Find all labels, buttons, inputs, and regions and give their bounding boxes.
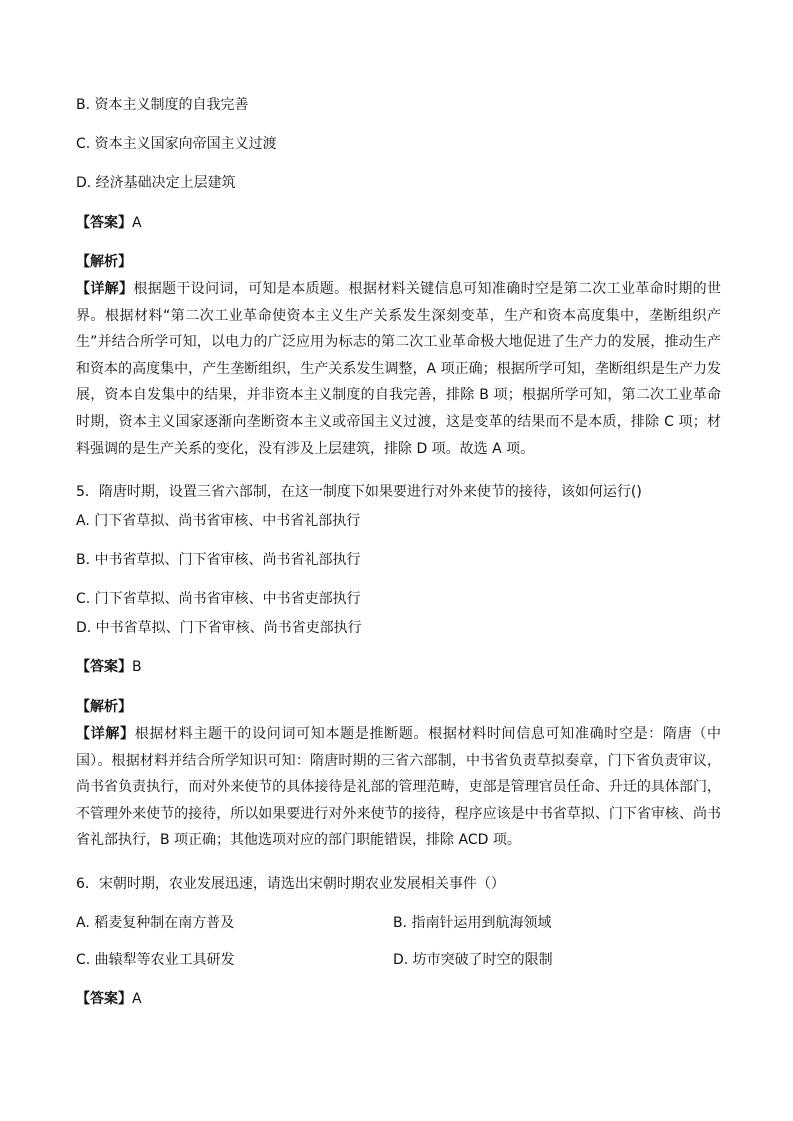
- answer-label: 【答案】: [76, 215, 132, 231]
- answer-label: 【答案】: [76, 659, 132, 675]
- detail-text: 根据题干设问词，可知是本质题。根据材料关键信息可知准确时空是第二次工业革命时期的世界。根据材料“第二次工业革命使资本主义生产关系发生深刻变革，生产和资本高度集中，垄断组织产生”并结合所学可知，以电力的广泛应用为标志的第二次工业革命极大地促进了生产力的发展，推动生产和资本的高度集中，产生垄断组织，生产关系发生调整，A 项正确；根据所学可知，垄断组织是生产力发展，资本自发集中的结果，并非资本主义制度的自我完善，排除 B 项；根据所学可知，第二次工业革命时期，资本主义国家逐渐向垄断资本主义或帝国主义过渡，这是变革的结果而不是本质，排除 C 项；材料强调的是生产关系的变化，没有涉及上层建筑，排除 D 项。故选 A 项。: [76, 281, 722, 457]
- q4-answer: [76, 213, 142, 233]
- q6-option-b: B. 指南针运用到航海领域: [393, 915, 552, 931]
- q4-detail-paragraph: [76, 276, 721, 462]
- detail-label: 【详解】: [76, 281, 134, 297]
- detail-text: 根据材料主题干的设问词可知本题是推断题。根据材料时间信息可知准确时空是：隋唐（中国）。根据材料并结合所学知识可知：隋唐时期的三省六部制，中书省负责草拟奏章，门下省负责审议，尚书省负责执行，而对外来使节的具体接待是礼部的管理范畴，吏部是管理官员任命、升迁的具体部门，不管理外来使节的接待，所以如果要进行对外来使节的接待，程序应该是中书省草拟、门下省审核、尚书省礼部执行，B 项正确；其他选项对应的部门职能错误，排除 ACD 项。: [76, 726, 722, 849]
- q6-option-c: C. 曲辕犁等农业工具研发: [76, 952, 235, 968]
- answer-label: 【答案】: [76, 991, 132, 1007]
- q4-option-c: C. 资本主义国家向帝国主义过渡: [76, 136, 277, 152]
- answer-value: B: [132, 659, 142, 675]
- answer-value: A: [132, 215, 142, 231]
- q4-analysis-label: 【解析】: [76, 254, 132, 270]
- q5-option-d: D. 中书省草拟、门下省审核、尚书省吏部执行: [76, 620, 362, 636]
- answer-value: A: [132, 991, 142, 1007]
- q4-option-b: B. 资本主义制度的自我完善: [76, 97, 249, 113]
- q6-option-a: A. 稻麦复种制在南方普及: [76, 915, 235, 931]
- q5-option-b: B. 中书省草拟、门下省审核、尚书省礼部执行: [76, 552, 361, 568]
- q6-answer: [76, 989, 142, 1009]
- q5-detail-paragraph: [76, 721, 721, 854]
- q4-option-d: D. 经济基础决定上层建筑: [76, 175, 236, 191]
- detail-label: 【详解】: [76, 726, 135, 742]
- q5-option-c: C. 门下省草拟、尚书省审核、中书省吏部执行: [76, 591, 361, 607]
- q5-stem: 5．隋唐时期，设置三省六部制，在这一制度下如果要进行对外来使节的接待，该如何运行(): [76, 484, 642, 500]
- q6-stem: 6．宋朝时期，农业发展迅速，请选出宋朝时期农业发展相关事件（）: [76, 876, 505, 892]
- q5-answer: [76, 657, 142, 677]
- q5-analysis-label: 【解析】: [76, 699, 132, 715]
- q5-option-a: A. 门下省草拟、尚书省审核、中书省礼部执行: [76, 513, 361, 529]
- q6-option-d: D. 坊市突破了时空的限制: [393, 952, 553, 968]
